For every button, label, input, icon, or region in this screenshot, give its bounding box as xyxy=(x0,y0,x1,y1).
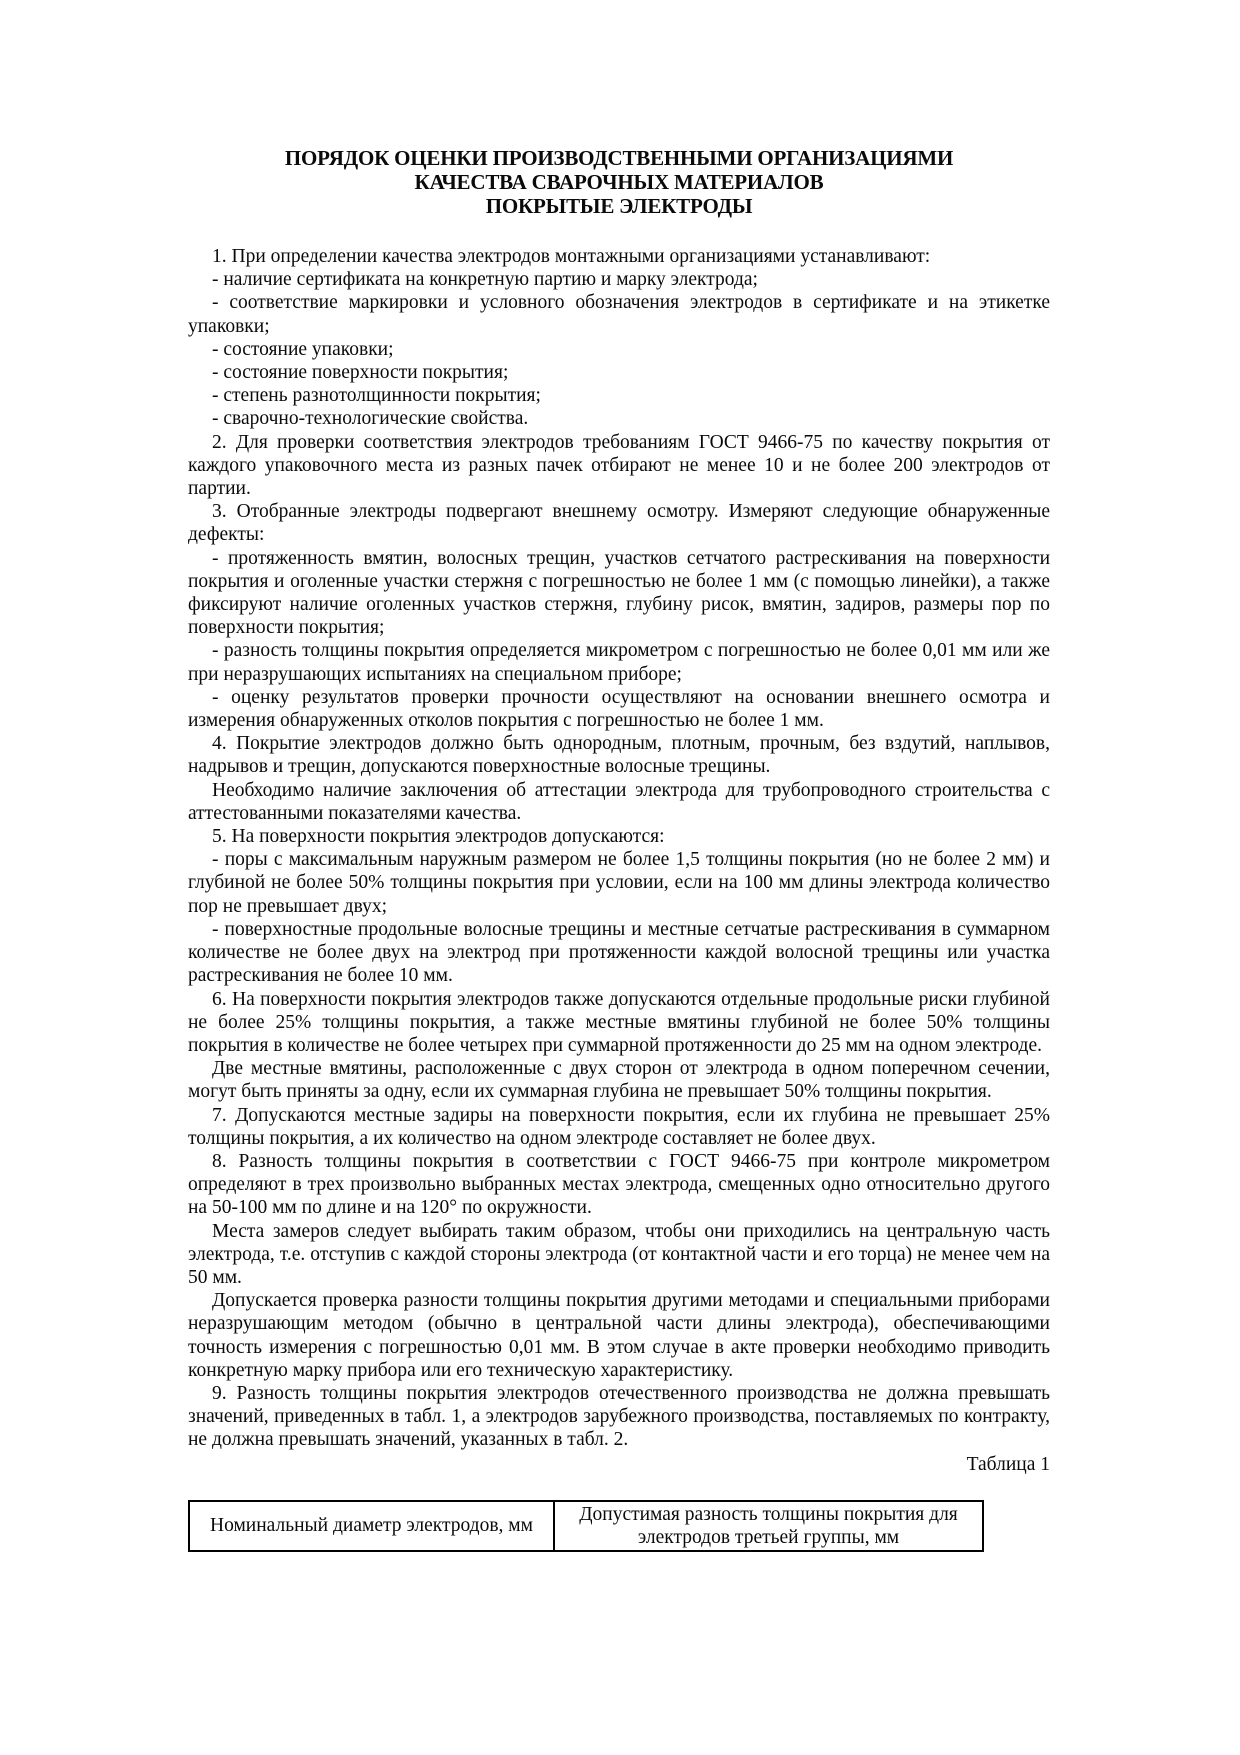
table-1 xyxy=(188,1500,984,1552)
document-body xyxy=(188,245,1050,1452)
paragraph: 2. Для проверки соответствия электродов требованиям ГОСТ 9466-75 по качеству покрытия от каждого упаковочного места из разных пачек отбирают не менее 10 и не более 200 электродов от партии. xyxy=(188,431,1050,500)
paragraph: - протяженность вмятин, волосных трещин, участков сетчатого растрескивания на поверхности покрытия и оголенные участки стержня с погрешностью не более 1 мм (с помощью линейки), а также фиксируют наличие оголенных участков стержня, глубину рисок, вмятин, задиров, размеры пор по поверхности покрытия; xyxy=(188,547,1050,639)
paragraph: 1. При определении качества электродов монтажными организациями устанавливают: xyxy=(212,246,931,267)
paragraph: - оценку результатов проверки прочности осуществляют на основании внешнего осмотра и измерения обнаруженных отколов покрытия с погрешностью не более 1 мм. xyxy=(188,686,1050,732)
paragraph: 4. Покрытие электродов должно быть однородным, плотным, прочным, без вздутий, наплывов, надрывов и трещин, допускаются поверхностные волосные трещины. xyxy=(188,733,1050,778)
paragraph: - поры с максимальным наружным размером не более 1,5 толщины покрытия (но не более 2 мм) и глубиной не более 50% толщины покрытия при условии, если на 100 мм длины электрода количество пор не превышает двух; xyxy=(188,849,1050,917)
paragraph: - степень разнотолщинности покрытия; xyxy=(212,385,541,407)
paragraph: 7. Допускаются местные задиры на поверхности покрытия, если их глубина не превышает 25% толщины покрытия, а их количество на одном электроде составляет не более двух. xyxy=(188,1104,1050,1149)
paragraph: Необходимо наличие заключения об аттестации электрода для трубопроводного строительства с аттестованными показателями качества. xyxy=(188,779,1050,824)
paragraph: - соответствие маркировки и условного обозначения электродов в сертификате и на этикетке упаковки; xyxy=(188,292,1050,337)
paragraph: - состояние поверхности покрытия; xyxy=(212,362,509,384)
table-caption: Таблица 1 xyxy=(966,1453,1050,1475)
paragraph: 9. Разность толщины покрытия электродов отечественного производства не должна превышать значений, приведенных в табл. 1, а электродов зарубежного производства, поставляемых по контракту, не должна превышать значений, указанных в табл. 2. xyxy=(188,1382,1050,1451)
title-line-2: КАЧЕСТВА СВАРОЧНЫХ МАТЕРИАЛОВ xyxy=(414,170,824,194)
paragraph: - наличие сертификата на конкретную партию и марку электрода; xyxy=(212,269,758,291)
paragraph: - состояние упаковки; xyxy=(212,338,394,360)
paragraph: - сварочно-технологические свойства. xyxy=(212,408,529,430)
paragraph: 5. На поверхности покрытия электродов допускаются: xyxy=(212,826,665,848)
paragraph: 3. Отобранные электроды подвергают внешнему осмотру. Измеряют следующие обнаруженные дефекты: xyxy=(188,501,1050,546)
title-line-1: ПОРЯДОК ОЦЕНКИ ПРОИЗВОДСТВЕННЫМИ ОРГАНИЗАЦИЯМИ xyxy=(284,146,954,170)
document-title xyxy=(188,146,1050,218)
title-line-3: ПОКРЫТЫЕ ЭЛЕКТРОДЫ xyxy=(485,194,753,218)
table-header-row xyxy=(189,1501,983,1551)
paragraph: 6. На поверхности покрытия электродов также допускаются отдельные продольные риски глубиной не более 25% толщины покрытия, а также местные вмятины глубиной не более 50% толщины покрытия в количестве не более четырех при суммарной протяженности до 25 мм на одном электроде. xyxy=(188,988,1050,1056)
paragraph: Места замеров следует выбирать таким образом, чтобы они приходились на центральную часть электрода, т.е. отступив с каждой стороны электрода (от контактной части и его торца) не менее чем на 50 мм. xyxy=(188,1220,1050,1288)
paragraph: - поверхностные продольные волосные трещины и местные сетчатые растрескивания в суммарном количестве не более двух на электрод при протяженности каждой волосной трещины или участка растрескивания не более 10 мм. xyxy=(188,918,1050,987)
table-header-diameter: Номинальный диаметр электродов, мм xyxy=(189,1501,554,1551)
paragraph: Допускается проверка разности толщины покрытия другими методами и специальными приборами неразрушающим методом (обычно в центральной части длины электрода), обеспечивающими точность измерения с погрешностью 0,01 мм. В этом случае в акте проверки необходимо приводить конкретную марку прибора или его техническую характеристику. xyxy=(188,1290,1050,1381)
paragraph: 8. Разность толщины покрытия в соответствии с ГОСТ 9466-75 при контроле микрометром определяют в трех произвольно выбранных местах электрода, смещенных одно относительно другого на 50-100 мм по длине и на 120° по окружности. xyxy=(188,1150,1050,1219)
table-header-tolerance: Допустимая разность толщины покрытия для электродов третьей группы, мм xyxy=(554,1501,983,1551)
paragraph: Две местные вмятины, расположенные с двух сторон от электрода в одном поперечном сечении, могут быть приняты за одну, если их суммарная глубина не превышает 50% толщины покрытия. xyxy=(188,1058,1050,1103)
paragraph: - разность толщины покрытия определяется микрометром с погрешностью не более 0,01 мм или же при неразрушающих испытаниях на специальном приборе; xyxy=(188,640,1050,685)
